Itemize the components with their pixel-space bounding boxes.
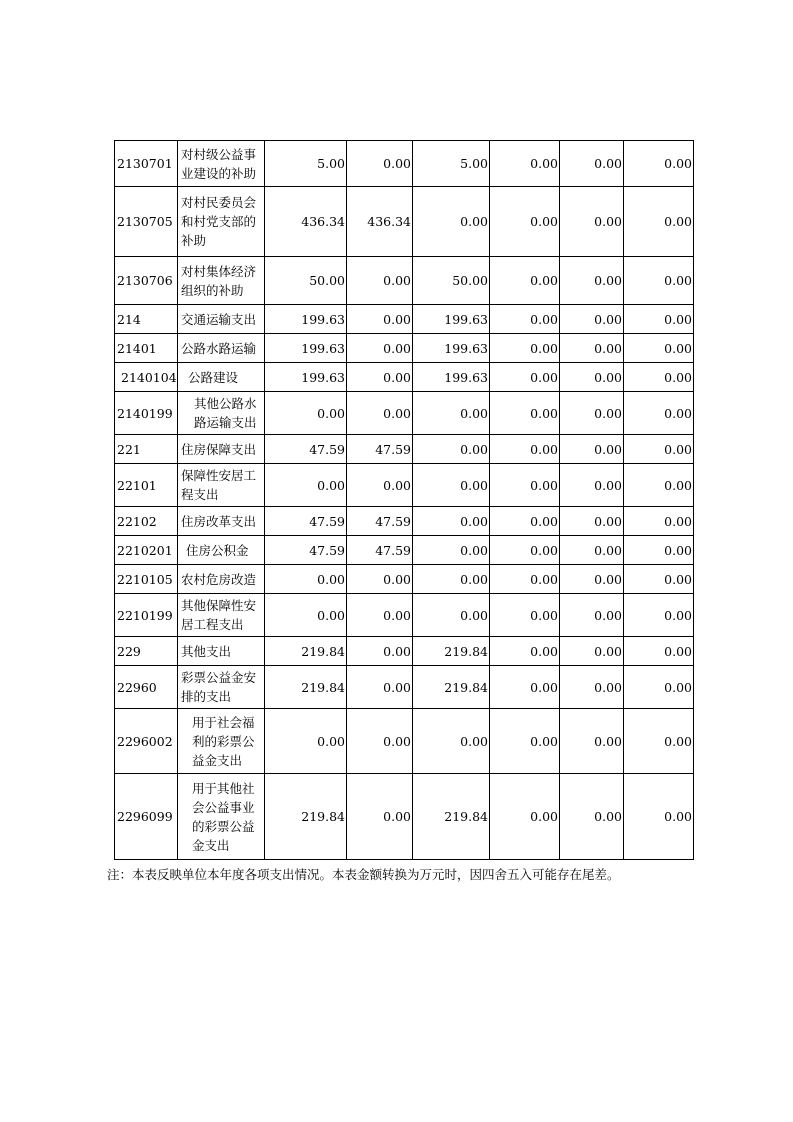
amount-cell: 0.00 bbox=[560, 305, 624, 334]
amount-cell: 219.84 bbox=[265, 637, 347, 666]
amount-cell: 0.00 bbox=[624, 709, 694, 774]
amount-cell: 0.00 bbox=[347, 709, 413, 774]
amount-cell: 0.00 bbox=[624, 141, 694, 187]
amount-cell: 0.00 bbox=[265, 565, 347, 594]
account-name: 对村级公益事业建设的补助 bbox=[178, 141, 265, 187]
table-row bbox=[115, 536, 694, 565]
amount-cell: 0.00 bbox=[560, 257, 624, 305]
amount-cell: 47.59 bbox=[347, 507, 413, 536]
account-name: 公路水路运输 bbox=[178, 334, 265, 363]
amount-cell: 0.00 bbox=[347, 257, 413, 305]
amount-cell: 0.00 bbox=[347, 464, 413, 507]
amount-cell: 0.00 bbox=[490, 507, 560, 536]
amount-cell: 0.00 bbox=[490, 594, 560, 637]
amount-cell: 0.00 bbox=[624, 666, 694, 709]
amount-cell: 0.00 bbox=[347, 774, 413, 860]
amount-cell: 0.00 bbox=[560, 666, 624, 709]
amount-cell: 0.00 bbox=[490, 257, 560, 305]
account-name: 其他公路水路运输支出 bbox=[178, 392, 265, 435]
amount-cell: 199.63 bbox=[265, 305, 347, 334]
amount-cell: 199.63 bbox=[265, 363, 347, 392]
amount-cell: 0.00 bbox=[560, 637, 624, 666]
amount-cell: 199.63 bbox=[413, 363, 490, 392]
amount-cell: 0.00 bbox=[347, 565, 413, 594]
account-name: 用于其他社会公益事业的彩票公益金支出 bbox=[178, 774, 265, 860]
amount-cell: 0.00 bbox=[624, 187, 694, 257]
account-code: 2140104 bbox=[115, 363, 178, 392]
amount-cell: 0.00 bbox=[624, 435, 694, 464]
amount-cell: 0.00 bbox=[490, 565, 560, 594]
amount-cell: 436.34 bbox=[347, 187, 413, 257]
amount-cell: 0.00 bbox=[624, 257, 694, 305]
amount-cell: 47.59 bbox=[265, 507, 347, 536]
amount-cell: 47.59 bbox=[347, 435, 413, 464]
amount-cell: 5.00 bbox=[413, 141, 490, 187]
amount-cell: 0.00 bbox=[624, 594, 694, 637]
amount-cell: 0.00 bbox=[490, 435, 560, 464]
amount-cell: 0.00 bbox=[560, 774, 624, 860]
amount-cell: 0.00 bbox=[490, 709, 560, 774]
account-code: 214 bbox=[115, 305, 178, 334]
expenditure-table bbox=[114, 140, 694, 860]
amount-cell: 0.00 bbox=[347, 666, 413, 709]
table-row bbox=[115, 257, 694, 305]
account-code: 2130701 bbox=[115, 141, 178, 187]
amount-cell: 47.59 bbox=[265, 536, 347, 565]
table-row bbox=[115, 305, 694, 334]
amount-cell: 0.00 bbox=[265, 709, 347, 774]
table-row bbox=[115, 187, 694, 257]
amount-cell: 0.00 bbox=[490, 392, 560, 435]
account-name: 保障性安居工程支出 bbox=[178, 464, 265, 507]
amount-cell: 0.00 bbox=[624, 565, 694, 594]
amount-cell: 5.00 bbox=[265, 141, 347, 187]
amount-cell: 0.00 bbox=[560, 536, 624, 565]
account-code: 221 bbox=[115, 435, 178, 464]
account-code: 229 bbox=[115, 637, 178, 666]
amount-cell: 0.00 bbox=[490, 464, 560, 507]
amount-cell: 199.63 bbox=[413, 334, 490, 363]
amount-cell: 0.00 bbox=[413, 507, 490, 536]
amount-cell: 50.00 bbox=[413, 257, 490, 305]
amount-cell: 0.00 bbox=[490, 363, 560, 392]
amount-cell: 0.00 bbox=[490, 637, 560, 666]
account-name: 住房公积金 bbox=[178, 536, 265, 565]
amount-cell: 0.00 bbox=[413, 435, 490, 464]
amount-cell: 0.00 bbox=[347, 637, 413, 666]
table-row bbox=[115, 565, 694, 594]
amount-cell: 0.00 bbox=[624, 637, 694, 666]
amount-cell: 47.59 bbox=[347, 536, 413, 565]
amount-cell: 0.00 bbox=[347, 392, 413, 435]
amount-cell: 0.00 bbox=[624, 774, 694, 860]
amount-cell: 0.00 bbox=[413, 464, 490, 507]
amount-cell: 219.84 bbox=[265, 774, 347, 860]
account-name: 其他支出 bbox=[178, 637, 265, 666]
amount-cell: 0.00 bbox=[624, 392, 694, 435]
amount-cell: 0.00 bbox=[624, 363, 694, 392]
amount-cell: 436.34 bbox=[265, 187, 347, 257]
amount-cell: 0.00 bbox=[265, 392, 347, 435]
account-code: 22101 bbox=[115, 464, 178, 507]
amount-cell: 0.00 bbox=[490, 187, 560, 257]
account-code: 2130706 bbox=[115, 257, 178, 305]
account-code: 2130705 bbox=[115, 187, 178, 257]
table-note: 注：本表反映单位本年度各项支出情况。本表金额转换为万元时，因四舍五入可能存在尾差。 bbox=[107, 867, 620, 882]
account-name: 用于社会福利的彩票公益金支出 bbox=[178, 709, 265, 774]
account-name: 农村危房改造 bbox=[178, 565, 265, 594]
account-code: 2210199 bbox=[115, 594, 178, 637]
account-code: 22960 bbox=[115, 666, 178, 709]
amount-cell: 199.63 bbox=[413, 305, 490, 334]
account-name: 对村民委员会和村党支部的补助 bbox=[178, 187, 265, 257]
amount-cell: 0.00 bbox=[560, 363, 624, 392]
amount-cell: 0.00 bbox=[624, 334, 694, 363]
amount-cell: 0.00 bbox=[560, 565, 624, 594]
amount-cell: 50.00 bbox=[265, 257, 347, 305]
table-row bbox=[115, 666, 694, 709]
table-row bbox=[115, 334, 694, 363]
table-row bbox=[115, 363, 694, 392]
amount-cell: 0.00 bbox=[560, 594, 624, 637]
amount-cell: 0.00 bbox=[624, 305, 694, 334]
account-code: 2140199 bbox=[115, 392, 178, 435]
table-row bbox=[115, 637, 694, 666]
amount-cell: 0.00 bbox=[560, 187, 624, 257]
amount-cell: 219.84 bbox=[265, 666, 347, 709]
account-code: 21401 bbox=[115, 334, 178, 363]
account-code: 2210201 bbox=[115, 536, 178, 565]
account-name: 彩票公益金安排的支出 bbox=[178, 666, 265, 709]
account-name: 住房保障支出 bbox=[178, 435, 265, 464]
table-row bbox=[115, 435, 694, 464]
amount-cell: 0.00 bbox=[560, 141, 624, 187]
table-row bbox=[115, 594, 694, 637]
amount-cell: 0.00 bbox=[560, 435, 624, 464]
amount-cell: 0.00 bbox=[624, 464, 694, 507]
amount-cell: 0.00 bbox=[624, 536, 694, 565]
amount-cell: 0.00 bbox=[413, 392, 490, 435]
account-name: 住房改革支出 bbox=[178, 507, 265, 536]
amount-cell: 219.84 bbox=[413, 666, 490, 709]
amount-cell: 0.00 bbox=[560, 392, 624, 435]
amount-cell: 0.00 bbox=[265, 594, 347, 637]
table-row bbox=[115, 392, 694, 435]
amount-cell: 0.00 bbox=[265, 464, 347, 507]
amount-cell: 0.00 bbox=[490, 666, 560, 709]
amount-cell: 219.84 bbox=[413, 774, 490, 860]
amount-cell: 0.00 bbox=[490, 536, 560, 565]
account-code: 2296002 bbox=[115, 709, 178, 774]
amount-cell: 0.00 bbox=[413, 187, 490, 257]
amount-cell: 0.00 bbox=[490, 305, 560, 334]
amount-cell: 219.84 bbox=[413, 637, 490, 666]
amount-cell: 47.59 bbox=[265, 435, 347, 464]
table-row bbox=[115, 141, 694, 187]
account-code: 22102 bbox=[115, 507, 178, 536]
amount-cell: 0.00 bbox=[560, 709, 624, 774]
amount-cell: 0.00 bbox=[560, 334, 624, 363]
amount-cell: 0.00 bbox=[413, 594, 490, 637]
amount-cell: 0.00 bbox=[347, 334, 413, 363]
amount-cell: 0.00 bbox=[624, 507, 694, 536]
amount-cell: 0.00 bbox=[490, 774, 560, 860]
amount-cell: 0.00 bbox=[347, 363, 413, 392]
table-body bbox=[115, 141, 694, 860]
amount-cell: 199.63 bbox=[265, 334, 347, 363]
amount-cell: 0.00 bbox=[347, 305, 413, 334]
account-name: 交通运输支出 bbox=[178, 305, 265, 334]
amount-cell: 0.00 bbox=[413, 565, 490, 594]
table-row bbox=[115, 774, 694, 860]
account-name: 对村集体经济组织的补助 bbox=[178, 257, 265, 305]
amount-cell: 0.00 bbox=[347, 594, 413, 637]
table-row bbox=[115, 464, 694, 507]
account-code: 2210105 bbox=[115, 565, 178, 594]
amount-cell: 0.00 bbox=[560, 464, 624, 507]
amount-cell: 0.00 bbox=[413, 536, 490, 565]
amount-cell: 0.00 bbox=[490, 141, 560, 187]
table-row bbox=[115, 709, 694, 774]
account-name: 公路建设 bbox=[178, 363, 265, 392]
amount-cell: 0.00 bbox=[413, 709, 490, 774]
amount-cell: 0.00 bbox=[490, 334, 560, 363]
table-row bbox=[115, 507, 694, 536]
amount-cell: 0.00 bbox=[560, 507, 624, 536]
amount-cell: 0.00 bbox=[347, 141, 413, 187]
account-code: 2296099 bbox=[115, 774, 178, 860]
account-name: 其他保障性安居工程支出 bbox=[178, 594, 265, 637]
